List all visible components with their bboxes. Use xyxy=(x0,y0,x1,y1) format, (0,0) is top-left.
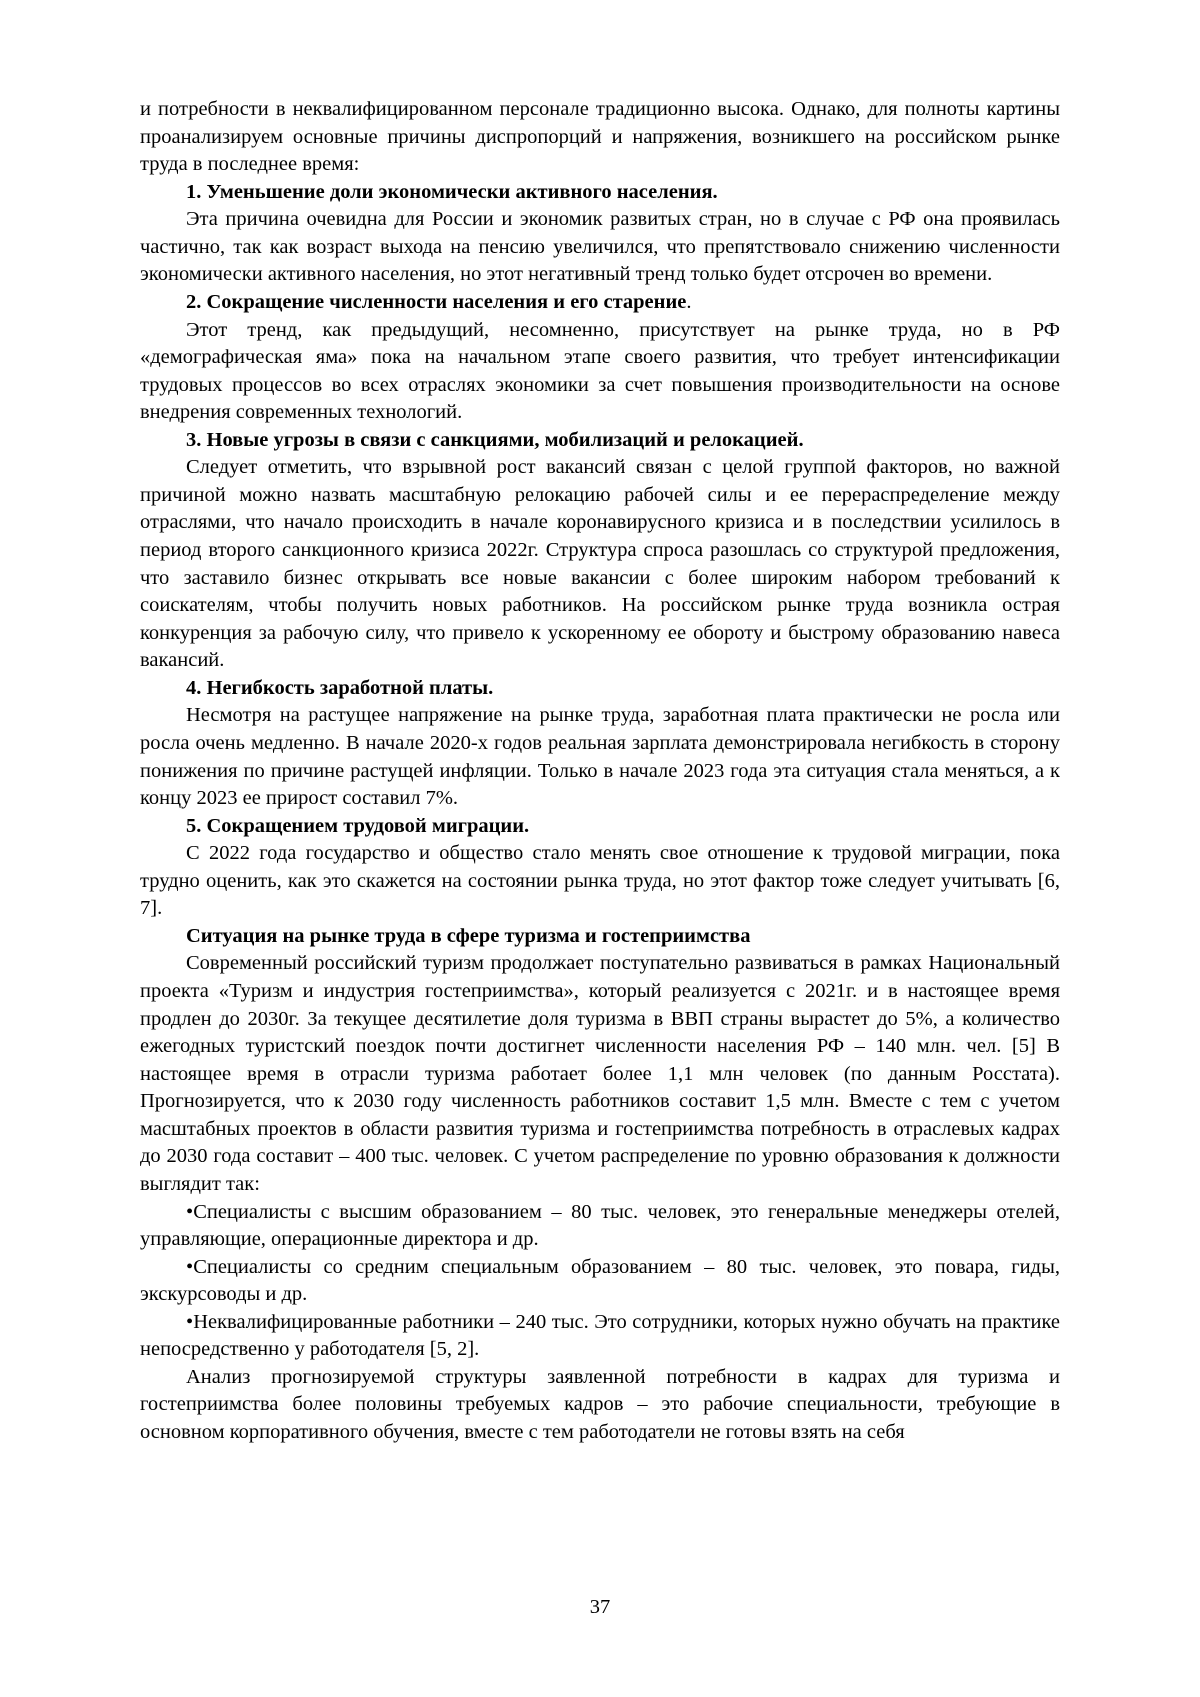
paragraph-tourism-overview: Современный российский туризм продолжает поступательно развиваться в рамках Национальный проекта «Туризм и индустрия гостеприимства», который реализуется с 2021г. и в настоящее время продлен до 2030г. За текущее десятилетие доля туризма в ВВП страны вырастет до 5%, а количество ежегодных туристский поездок почти достигнет численности населения РФ – 140 млн. чел. [5] В настоящее время в отрасли туризма работает более 1,1 млн человек (по данным Росстата). Прогнозируется, что к 2030 году численность работников составит 1,5 млн. Вместе с тем с учетом масштабных проектов в области развития туризма и гостеприимства потребность в отраслевых кадрах до 2030 года составит – 400 тыс. человек. С учетом распределение по уровню образования к должности выглядит так: xyxy=(140,952,1060,1195)
bullet-icon: • xyxy=(186,1310,194,1333)
bullet-icon: • xyxy=(186,1255,194,1278)
paragraph-item-3: Следует отметить, что взрывной рост вакансий связан с целой группой факторов, но важной причиной можно назвать масштабную релокацию рабочей силы и ее перераспределение между отраслями, что начало происходить в начале коронавирусного кризиса и в последствии усилилось в период второго санкционного кризиса 2022г. Структура спроса разошлась со структурой предложения, что заставило бизнес открывать все новые вакансии с более широким набором требований к соискателям, чтобы получить новых работников. На российском рынке труда возникла острая конкуренция за рабочую силу, что привело к ускоренному ее обороту и быстрому образованию навеса вакансий. xyxy=(140,456,1060,672)
list-item-text: Специалисты со средним специальным образованием – 80 тыс. человек, это повара, гиды, экскурсоводы и др. xyxy=(140,1255,1060,1306)
paragraph-continuation: и потребности в неквалифицированном персонале традиционно высока. Однако, для полноты картины проанализируем основные причины диспропорций и напряжения, возникшего на российском рынке труда в последнее время: xyxy=(140,98,1060,176)
list-item-text: Специалисты с высшим образованием – 80 тыс. человек, это генеральные менеджеры отелей, управляющие, операционные директора и др. xyxy=(140,1200,1060,1251)
heading-item-2 xyxy=(140,289,1060,317)
paragraph-item-5: С 2022 года государство и общество стало менять свое отношение к трудовой миграции, пока трудно оценить, как это скажется на состоянии рынка труда, но этот фактор тоже следует учитывать [6, 7]. xyxy=(140,842,1060,920)
paragraph-item-4: Несмотря на растущее напряжение на рынке труда, заработная плата практически не росла или росла очень медленно. В начале 2020-х годов реальная зарплата демонстрировала негибкость в сторону понижения по причине растущей инфляции. Только в начале 2023 года эта ситуация стала меняться, а к концу 2023 ее прирост составил 7%. xyxy=(140,704,1060,810)
heading-item-5: 5. Сокращением трудовой миграции. xyxy=(186,814,530,837)
heading-item-3: 3. Новые угрозы в связи с санкциями, мобилизаций и релокацией. xyxy=(186,428,804,451)
page-body xyxy=(140,96,1060,1447)
paragraph-analysis: Анализ прогнозируемой структуры заявленной потребности в кадрах для туризма и гостеприимства более половины требуемых кадров – это рабочие специальности, требующие в основном корпоративного обучения, вместе с тем работодатели не готовы взять на себя xyxy=(140,1365,1060,1443)
list-item xyxy=(140,1309,1060,1364)
paragraph-item-1: Эта причина очевидна для России и экономик развитых стран, но в случае с РФ она проявилась частично, так как возраст выхода на пенсию увеличился, что препятствовало снижению численности экономически активного населения, но этот негативный тренд только будет отсрочен во времени. xyxy=(140,208,1060,286)
paragraph-item-2: Этот тренд, как предыдущий, несомненно, присутствует на рынке труда, но в РФ «демографическая яма» пока на начальном этапе своего развития, что требует интенсификации трудовых процессов во всех отраслях экономики за счет повышения производительности на основе внедрения современных технологий. xyxy=(140,318,1060,424)
section-heading-tourism: Ситуация на рынке труда в сфере туризма и гостеприимства xyxy=(186,924,751,947)
heading-item-2-tail: . xyxy=(686,290,692,313)
list-item xyxy=(140,1254,1060,1309)
bullet-icon: • xyxy=(186,1200,194,1223)
page-number: 37 xyxy=(589,1596,611,1618)
heading-item-4: 4. Негибкость заработной платы. xyxy=(186,676,494,699)
list-item-text: Неквалифицированные работники – 240 тыс. Это сотрудники, которых нужно обучать на практике непосредственно у работодателя [5, 2]. xyxy=(140,1310,1060,1361)
heading-item-1: 1. Уменьшение доли экономически активного населения. xyxy=(186,180,718,203)
heading-item-2-bold: 2. Сокращение численности населения и его старение xyxy=(186,290,687,313)
list-item xyxy=(140,1199,1060,1254)
